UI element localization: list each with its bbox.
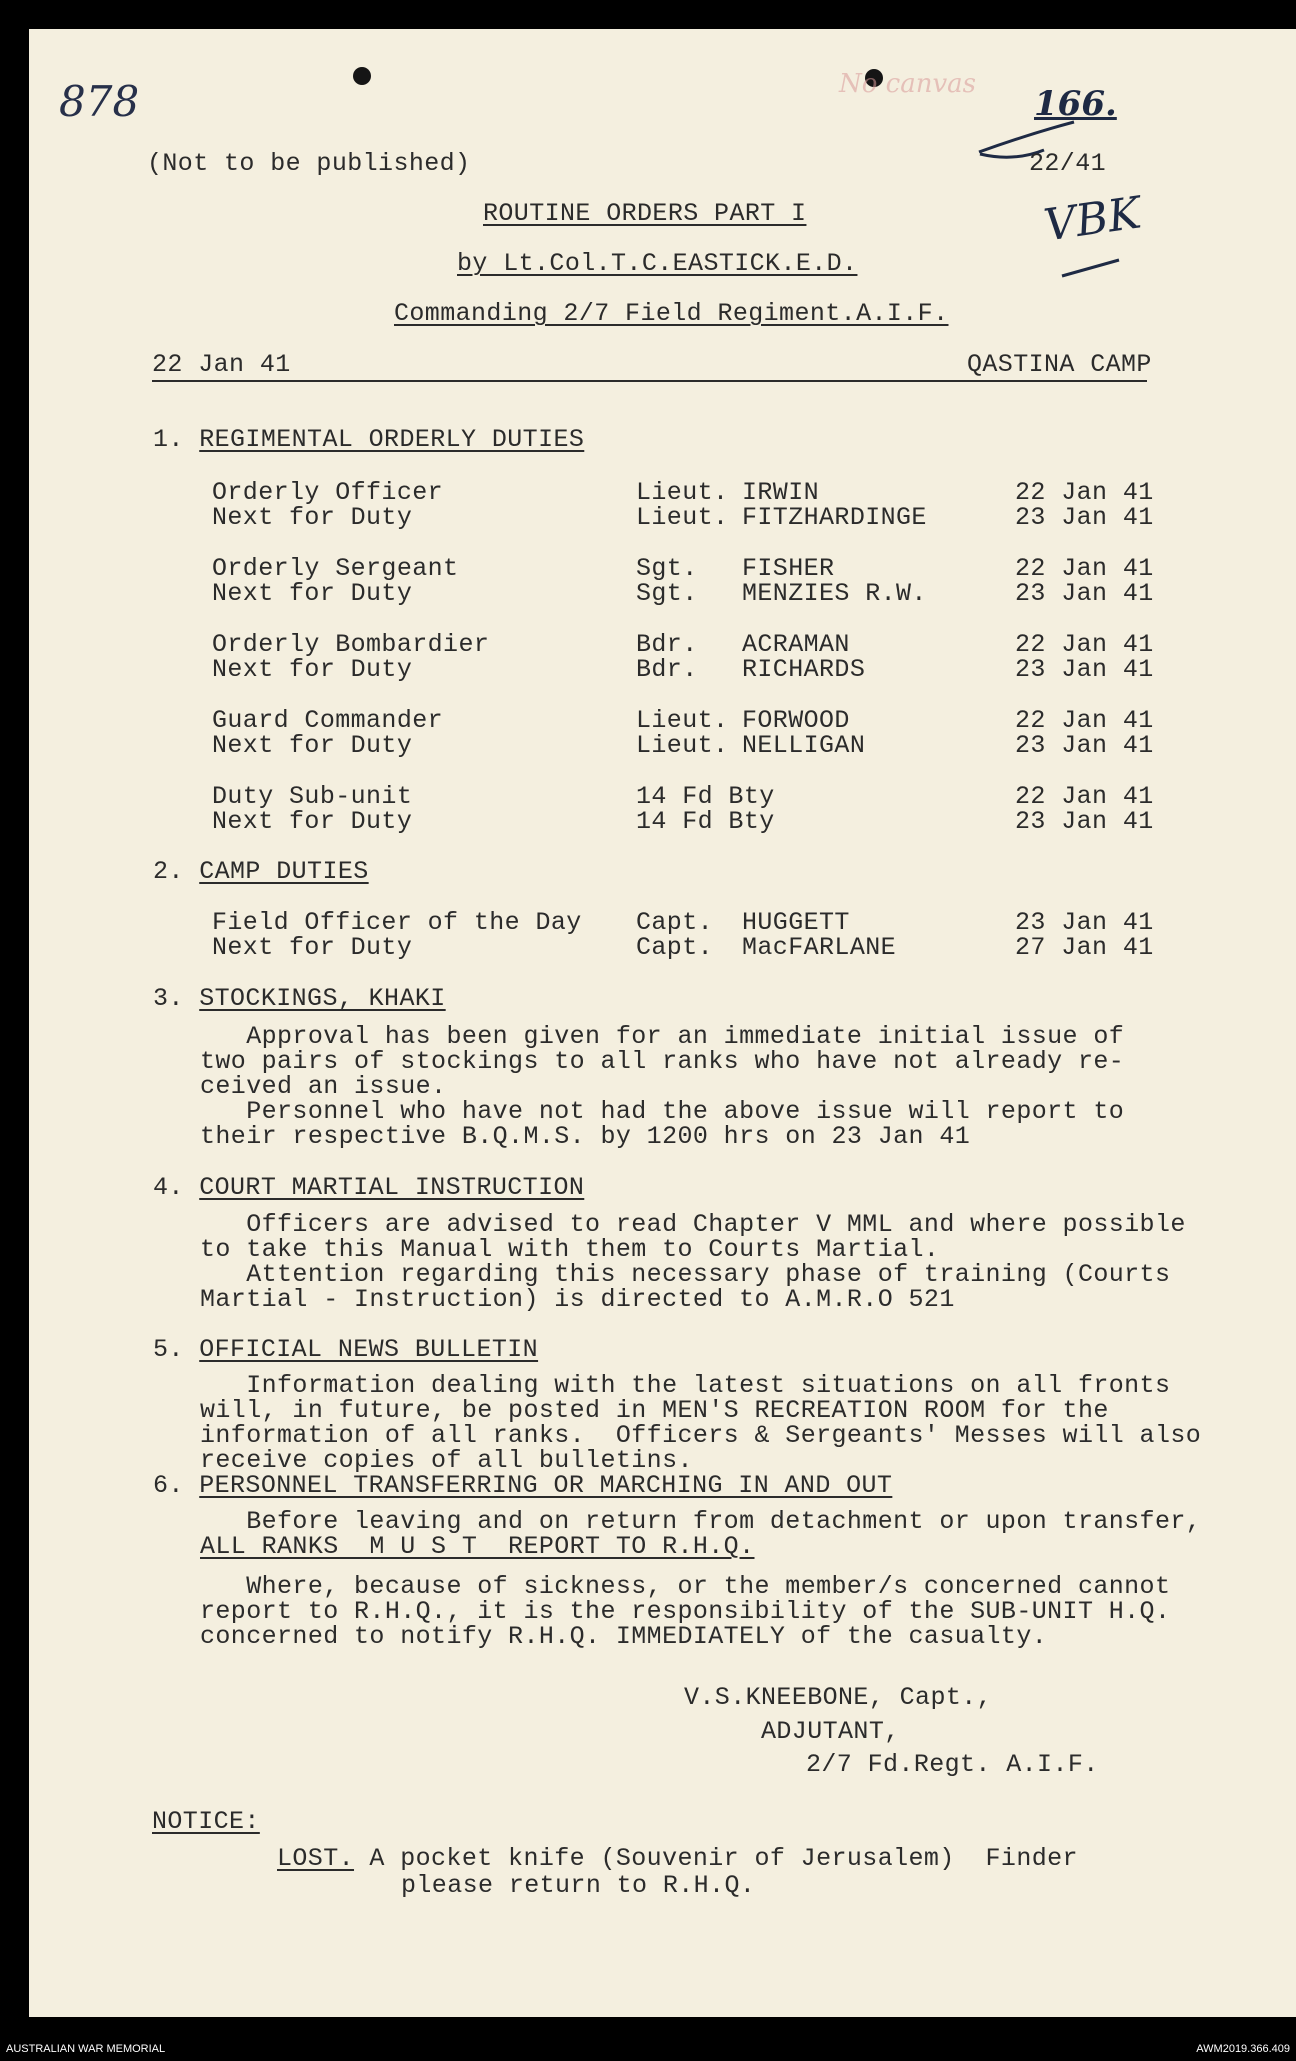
section-2-heading: 2. CAMP DUTIES <box>153 857 369 886</box>
paragraph-line: ceived an issue. <box>200 1072 447 1101</box>
section-4-title: COURT MARTIAL INSTRUCTION <box>199 1173 585 1202</box>
order-number: 22/41 <box>1029 149 1107 178</box>
paragraph-line: their respective B.Q.M.S. by 1200 hrs on 23 Jan 41 <box>200 1122 971 1151</box>
issued-by: by Lt.Col.T.C.EASTICK.E.D. <box>457 249 858 278</box>
duty-rank: Sgt. <box>636 579 698 608</box>
paragraph-line: Officers are advised to read Chapter V MML and where possible <box>200 1210 1186 1239</box>
duty-date: 23 Jan 41 <box>1015 807 1154 836</box>
handwritten-page-number: 166. <box>1034 84 1117 124</box>
section-5-title: OFFICIAL NEWS BULLETIN <box>199 1335 539 1364</box>
duty-date: 27 Jan 41 <box>1015 933 1154 962</box>
duty-name: MacFARLANE <box>742 933 897 962</box>
duty-date: 22 Jan 41 <box>1015 554 1154 583</box>
paragraph-line: report to R.H.Q., it is the responsibility of the SUB-UNIT H.Q. <box>200 1597 1171 1626</box>
duty-rank: Lieut. <box>636 706 729 735</box>
section-3-title: STOCKINGS, KHAKI <box>199 984 446 1013</box>
duty-label: Field Officer of the Day <box>212 908 582 937</box>
duty-label: Orderly Officer <box>212 478 444 507</box>
duty-label: Next for Duty <box>212 579 413 608</box>
duty-date: 22 Jan 41 <box>1015 706 1154 735</box>
duty-label: Guard Commander <box>212 706 444 735</box>
duty-date: 22 Jan 41 <box>1015 478 1154 507</box>
duty-rank: Capt. <box>636 908 714 937</box>
section-4-heading: 4. COURT MARTIAL INSTRUCTION <box>153 1173 585 1202</box>
paragraph-line: Attention regarding this necessary phase of training (Courts <box>200 1260 1171 1289</box>
order-date: 22 Jan 41 <box>152 350 291 379</box>
footer-credit: AUSTRALIAN WAR MEMORIAL <box>6 2043 166 2055</box>
duty-name: ACRAMAN <box>742 630 850 659</box>
signatory-role: ADJUTANT, <box>761 1717 900 1746</box>
duty-rank: Lieut. <box>636 731 729 760</box>
paragraph-line: two pairs of stockings to all ranks who have not already re- <box>200 1047 1125 1076</box>
duty-rank: Bdr. <box>636 655 698 684</box>
lost-text: A pocket knife (Souvenir of Jerusalem) Finder <box>354 1844 1078 1873</box>
signatory-unit: 2/7 Fd.Regt. A.I.F. <box>806 1750 1099 1779</box>
handwritten-dash <box>1059 254 1129 284</box>
camp-location: QASTINA CAMP <box>967 350 1152 379</box>
paragraph-line: will, in future, be posted in MEN'S RECREATION ROOM for the <box>200 1396 1109 1425</box>
section-6-heading: 6. PERSONNEL TRANSFERRING OR MARCHING IN AND OUT <box>153 1471 893 1500</box>
punch-hole <box>353 67 371 85</box>
duty-date: 23 Jan 41 <box>1015 655 1154 684</box>
duty-rank: Lieut. <box>636 478 729 507</box>
duty-name: HUGGETT <box>742 908 850 937</box>
duty-label: Duty Sub-unit <box>212 782 413 811</box>
duty-date: 22 Jan 41 <box>1015 782 1154 811</box>
commanding-line: Commanding 2/7 Field Regiment.A.I.F. <box>394 299 949 328</box>
duty-name: FITZHARDINGE <box>742 503 927 532</box>
paragraph-line: information of all ranks. Officers & Sergeants' Messes will also <box>200 1421 1202 1450</box>
handwritten-initials: VBK <box>1040 187 1145 252</box>
signatory-name: V.S.KNEEBONE, Capt., <box>684 1683 993 1712</box>
not-published-note: (Not to be published) <box>147 149 471 178</box>
duty-rank: 14 Fd Bty <box>636 807 775 836</box>
section-6-title: PERSONNEL TRANSFERRING OR MARCHING IN AND OUT <box>199 1471 893 1500</box>
section-1-heading: 1. REGIMENTAL ORDERLY DUTIES <box>153 425 585 454</box>
document-title: ROUTINE ORDERS PART I <box>483 199 807 228</box>
duty-rank: Capt. <box>636 933 714 962</box>
duty-label: Next for Duty <box>212 807 413 836</box>
paragraph-line: Where, because of sickness, or the member/s concerned cannot <box>200 1572 1171 1601</box>
paragraph-line: concerned to notify R.H.Q. IMMEDIATELY of the casualty. <box>200 1622 1048 1651</box>
duty-label: Next for Duty <box>212 933 413 962</box>
duty-date: 23 Jan 41 <box>1015 579 1154 608</box>
section-2-title: CAMP DUTIES <box>199 857 369 886</box>
lost-notice <box>277 1846 1078 1871</box>
lost-text-continued: please return to R.H.Q. <box>401 1871 756 1900</box>
duty-name: IRWIN <box>742 478 820 507</box>
duty-label: Orderly Bombardier <box>212 630 490 659</box>
report-emphasis: ALL RANKS M U S T REPORT TO R.H.Q. <box>200 1532 755 1561</box>
notice-label: NOTICE: <box>152 1807 260 1836</box>
duty-name: FORWOOD <box>742 706 850 735</box>
section-3-heading: 3. STOCKINGS, KHAKI <box>153 984 446 1013</box>
paragraph-line: Approval has been given for an immediate initial issue of <box>200 1022 1125 1051</box>
duty-name: MENZIES R.W. <box>742 579 927 608</box>
duty-date: 22 Jan 41 <box>1015 630 1154 659</box>
section-5-heading: 5. OFFICIAL NEWS BULLETIN <box>153 1335 539 1364</box>
footer-id: AWM2019.366.409 <box>1196 2043 1290 2055</box>
section-1-title: REGIMENTAL ORDERLY DUTIES <box>199 425 585 454</box>
duty-date: 23 Jan 41 <box>1015 503 1154 532</box>
duty-rank: Sgt. <box>636 554 698 583</box>
lost-label: LOST. <box>277 1844 355 1873</box>
duty-label: Orderly Sergeant <box>212 554 459 583</box>
paragraph-line: Martial - Instruction) is directed to A.M.R.O 521 <box>200 1285 955 1314</box>
duty-rank: Lieut. <box>636 503 729 532</box>
paragraph-line: receive copies of all bulletins. <box>200 1446 693 1475</box>
duty-name: FISHER <box>742 554 835 583</box>
paragraph-line: Information dealing with the latest situations on all fronts <box>200 1371 1171 1400</box>
duty-date: 23 Jan 41 <box>1015 908 1154 937</box>
duty-rank: Bdr. <box>636 630 698 659</box>
paragraph-line: Personnel who have not had the above issue will report to <box>200 1097 1125 1126</box>
paragraph-line: Before leaving and on return from detachment or upon transfer, <box>200 1507 1202 1536</box>
duty-label: Next for Duty <box>212 731 413 760</box>
paragraph-line: to take this Manual with them to Courts Martial. <box>200 1235 940 1264</box>
document-page <box>29 29 1296 2017</box>
header-rule <box>152 380 1147 382</box>
duty-label: Next for Duty <box>212 655 413 684</box>
duty-name: RICHARDS <box>742 655 866 684</box>
faint-stamp: No canvas <box>839 69 977 99</box>
duty-rank: 14 Fd Bty <box>636 782 775 811</box>
duty-name: NELLIGAN <box>742 731 866 760</box>
handwritten-file-number: 878 <box>59 77 140 126</box>
duty-label: Next for Duty <box>212 503 413 532</box>
duty-date: 23 Jan 41 <box>1015 731 1154 760</box>
